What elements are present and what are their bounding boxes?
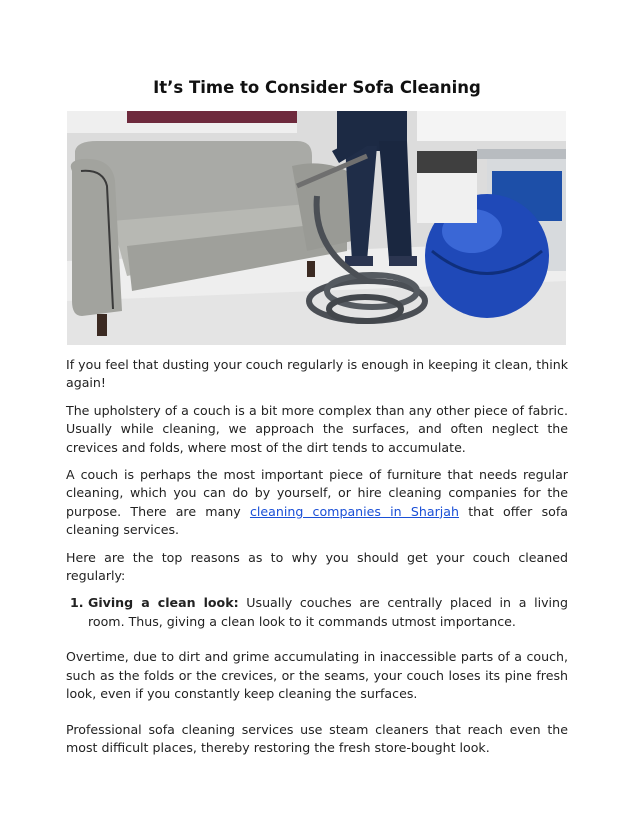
- list-item-text: Usually couches are centrally placed in a living room. Thus, giving a clean look to it commands utmost importance.: [88, 595, 568, 629]
- paragraph-upholstery: The upholstery of a couch is a bit more complex than any other piece of fabric. Usually while cleaning, we approach the surfaces, and often neglect the crevices and folds, where most of the dirt tends to accumulate.: [66, 402, 568, 455]
- document-body: [66, 356, 568, 766]
- paragraph-overtime: Overtime, due to dirt and grime accumulating in inaccessible parts of a couch, such as the folds or the crevices, or the seams, your couch loses its pine fresh look, even if you constantly keep cleaning the surfaces.: [66, 649, 568, 702]
- document-title: It’s Time to Consider Sofa Cleaning: [153, 78, 481, 97]
- list-item: [66, 594, 568, 631]
- paragraph-professional: Professional sofa cleaning services use steam cleaners that reach even the most difficult places, thereby restoring the fresh store-bought look.: [66, 721, 568, 755]
- spacer: [66, 640, 568, 648]
- paragraph-cleaning-companies: [66, 466, 568, 540]
- reasons-list: [66, 594, 568, 631]
- paragraph-top-reasons: Here are the top reasons as to why you should get your couch cleaned regularly:: [66, 549, 568, 584]
- sofa-cleaning-photo: [67, 111, 566, 345]
- list-item-lead: Giving a clean look:: [88, 595, 239, 611]
- paragraph-intro: If you feel that dusting your couch regularly is enough in keeping it clean, think again!: [66, 357, 568, 391]
- spacer: [66, 713, 568, 721]
- paragraph-text: that offer sofa cleaning services.: [66, 503, 568, 538]
- cleaning-companies-link[interactable]: cleaning companies in Sharjah: [249, 503, 459, 519]
- list-number: 1.: [70, 595, 84, 611]
- paragraph-text: A couch is perhaps the most important piece of furniture that needs regular cleaning, which you can do by yourself, or hire cleaning companies for the purpose. There are many: [66, 467, 568, 519]
